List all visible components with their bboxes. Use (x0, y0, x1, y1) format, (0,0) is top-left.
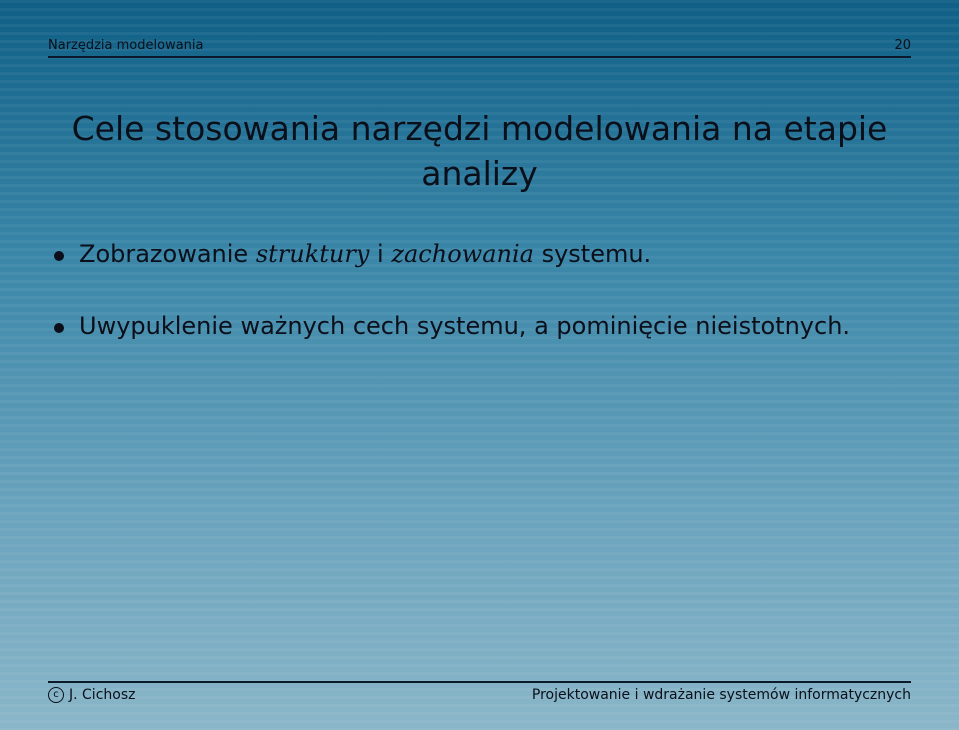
slide-footer (48, 681, 911, 703)
bullet-icon (54, 323, 64, 333)
author-name: J. Cichosz (69, 687, 136, 703)
section-title: Narzędzia modelowania (48, 38, 204, 53)
bullet-item (48, 308, 911, 344)
copyright-icon: c (48, 687, 64, 703)
slide-title: Cele stosowania narzędzi modelowania na etapie analizy (71, 109, 888, 194)
emphasis-text: zachowania (391, 240, 534, 268)
footer-author (48, 687, 135, 703)
slide-header (48, 38, 911, 58)
bullet-text: systemu. (533, 240, 652, 268)
bullet-list (48, 236, 911, 380)
bullet-text: Zobrazowanie (79, 240, 256, 268)
course-title: Projektowanie i wdrażanie systemów informatycznych (531, 687, 911, 703)
bullet-icon (54, 251, 64, 261)
bullet-text: Uwypuklenie ważnych cech systemu, a pominięcie nieistotnych. (79, 312, 851, 340)
bullet-text: i (369, 240, 392, 268)
emphasis-text: struktury (255, 240, 370, 268)
page-number: 20 (894, 38, 911, 53)
bullet-item (48, 236, 911, 272)
